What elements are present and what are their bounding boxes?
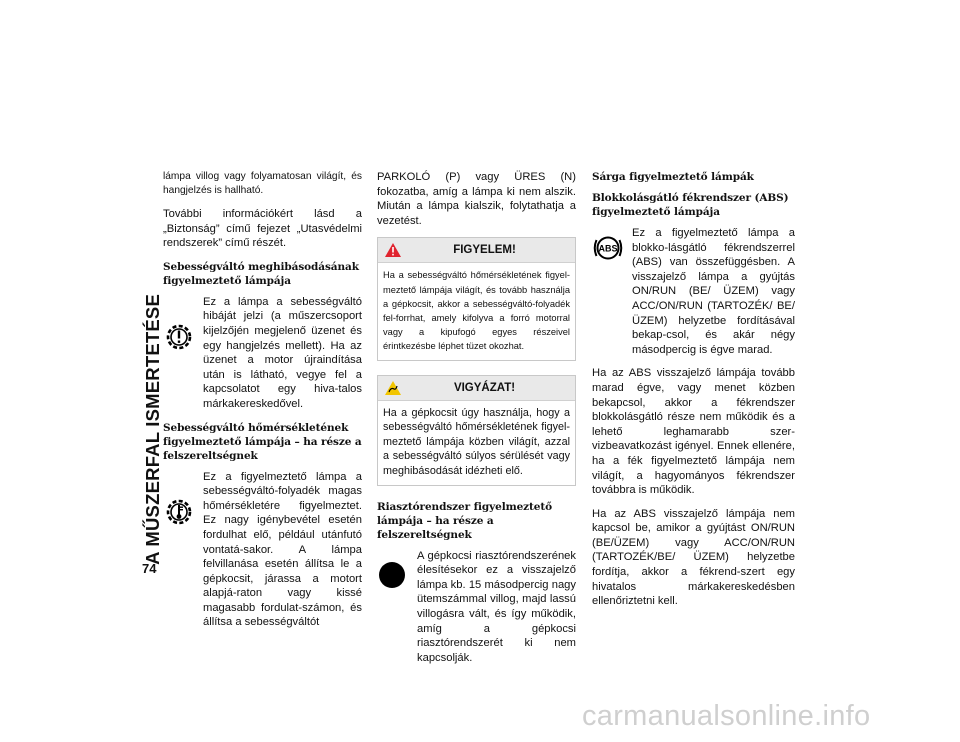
paragraph: lámpa villog vagy folyamatosan világít, és hangjelzés is hallható. <box>163 171 362 196</box>
section-title: A MŰSZERFAL ISMERTETÉSE <box>142 294 163 565</box>
transmission-fault-gear-icon <box>163 321 195 353</box>
abs-block <box>592 226 795 357</box>
heading-alarm: Riasztórendszer figyelmeztető lámpája – ha része a felszereltségnek <box>377 500 553 541</box>
abs-warning-icon <box>592 232 624 264</box>
heading-abs: Blokkolásgátló fékrendszer (ABS) figyelmeztető lámpája <box>592 192 789 218</box>
watermark: carmanualsonline.info <box>582 700 871 732</box>
caution-header <box>378 376 575 401</box>
paragraph: Ha az ABS visszajelző lámpája nem kapcsol be, amikor a gyújtást ON/RUN (BE/ÜZEM) vagy ACC/ON/RUN (TARTOZÉK/BE/ ÜZEM) helyzetbe fordítja, akkor a fékrend-szert egy hivatalos márkakereskedésben ellenőriztetni kell. <box>592 507 795 608</box>
transmission-temperature-block <box>163 470 362 631</box>
page-number: 74 <box>142 561 157 576</box>
caution-title: VIGYÁZAT! <box>453 381 516 394</box>
caution-box <box>377 375 576 486</box>
heading-transmission-fault: Sebességváltó meghibásodásának figyelmeztető lámpája <box>163 260 359 287</box>
warning-triangle-icon <box>384 242 402 258</box>
paragraph: Ha az ABS visszajelző lámpája tovább marad égve, vagy menet közben bekapcsol, akkor a fékrendszer blokkolásgátló része nem működik és a lehető leghamarabb szer-vizbeavatkozást igényel. Ennek ellenére, ha a fék figyelmeztető lámpája nem világít, a hagyományos fékrendszer továbbra is működik. <box>592 367 795 497</box>
paragraph: Ez a figyelmeztető lámpa a sebességváltó-folyadék magas hőmérsékletére figyelmeztet. Ez nagy igénybevétel esetén fordulhat elő, például utánfutó vontatá-sakor. A lámpa felvillanása esetén állítsa le a gépkocsit, járassa a motort alapjá-raton vagy kissé magasabb fordulat-számon, és állítsa a sebességváltót <box>203 470 362 629</box>
warning-header <box>378 238 575 263</box>
column-2 <box>377 170 576 674</box>
alarm-block <box>377 549 576 666</box>
transmission-temperature-gear-icon <box>163 496 195 528</box>
heading-transmission-temperature: Sebességváltó hőmérsékletének figyelmeztető lámpája – ha része a felszereltségnek <box>163 421 362 462</box>
paragraph: További információkért lásd a „Biztonság” című fejezet „Utasvédelmi rendszerek” című részét. <box>163 208 362 250</box>
column-1 <box>163 170 362 639</box>
warning-title: FIGYELEM! <box>453 244 516 257</box>
paragraph: Ez a lámpa a sebességváltó hibáját jelzi (a műszercsoport kijelzőjén megjelenő üzenet és egy hangjelzés mellett). Ha az üzenet a motor újraindítása után is látható, vegye fel a kapcsolatot egy hiva-talos márkakereskedővel. <box>203 295 362 410</box>
paragraph: Ez a figyelmeztető lámpa a blokko-lásgátló fékrendszerrel (ABS) van összefüggésben. A visszajelző lámpa a gyújtás ON/RUN (BE/ ÜZEM) vagy ACC/ON/RUN (TARTOZÉK/ BE/ÜZEM) helyzetbe fordításával bekap-csol, és akár négy másodpercig is égve marad. <box>632 227 795 356</box>
caution-triangle-icon <box>384 380 402 396</box>
abs-icon-label: ABS <box>598 243 618 254</box>
paragraph: A gépkocsi riasztórendszerének élesítésekor ez a visszajelző lámpa kb. 15 másodpercig nagy ütemszámmal villog, majd lassú villogásra vált, és így működik, amíg a gépkocsi riasztórendszerét ki nem kapcsolják. <box>417 549 576 664</box>
warning-text: Ha a sebességváltó hőmérsékletének figyel-meztető lámpája világít, és tovább használja a gépkocsit, akkor a sebességváltó-folyadék fel-forrhat, amely kifolyva a forró motorral vagy a kipufogó egyes részeivel érintkezésbe léphet tüzet okozhat. <box>383 270 570 352</box>
transmission-fault-block <box>163 295 362 412</box>
column-3 <box>592 170 795 618</box>
caution-text: Ha a gépkocsit úgy használja, hogy a sebességváltó hőmérsékletének figyel-meztető lámpája közben világít, azzal a sebességváltó súlyos sérülését vagy meghibásodását idézheti elő. <box>383 406 570 477</box>
heading-yellow-lamps: Sárga figyelmeztető lámpák <box>592 171 754 183</box>
alarm-indicator-dot-icon <box>377 559 409 591</box>
paragraph: PARKOLÓ (P) vagy ÜRES (N) fokozatba, amíg a lámpa ki nem alszik. Miután a lámpa kialszik, folytathatja a vezetést. <box>377 171 576 227</box>
warning-box <box>377 237 576 360</box>
